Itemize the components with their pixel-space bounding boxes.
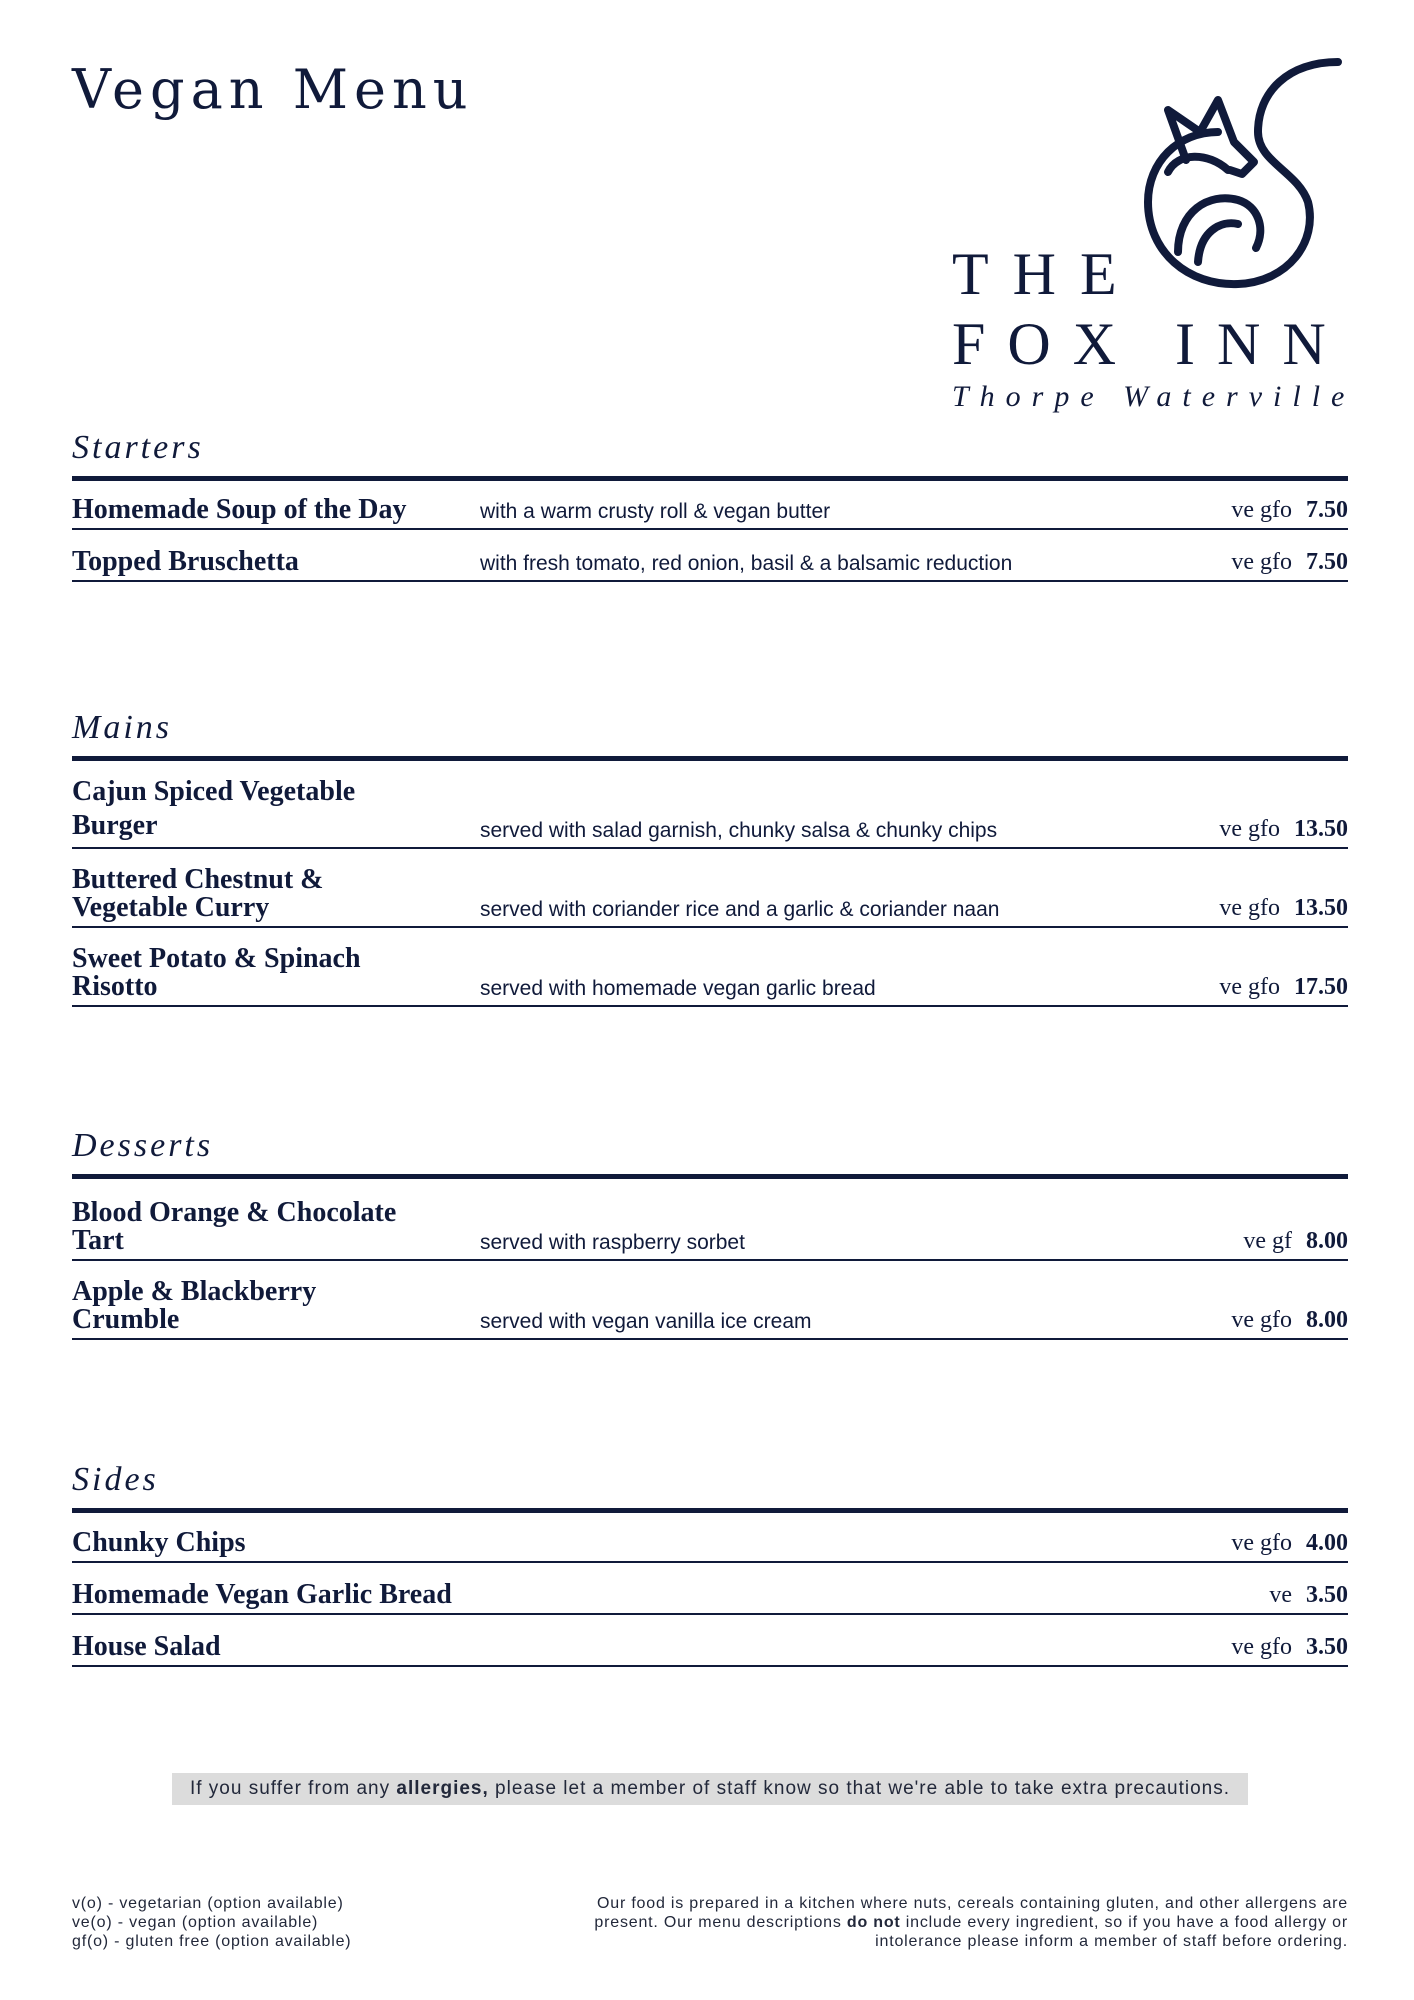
item-price: 13.50 (1294, 895, 1348, 921)
brand-name-fox-inn: FOX INN (952, 311, 1348, 377)
item-name: Homemade Vegan Garlic Bread (72, 1579, 452, 1610)
item-dietary: ve gfo (1231, 497, 1292, 523)
item-dietary: ve gfo (1231, 1634, 1292, 1660)
item-description: served with vegan vanilla ice cream (480, 1310, 812, 1333)
menu-item (72, 530, 1348, 582)
menu-item (72, 1563, 1348, 1615)
menu-item (72, 849, 1348, 928)
item-description: with a warm crusty roll & vegan butter (480, 500, 831, 523)
disclaimer-part-1: Our food is prepared in a kitchen where nuts, cereals containing gluten, and other allergens are present. Our menu descriptions (594, 1895, 1348, 1931)
allergy-notice (172, 1773, 1248, 1805)
menu-item (72, 1179, 1348, 1261)
item-price: 4.00 (1306, 1530, 1348, 1556)
item-name: Blood Orange & Chocolate Tart (72, 1197, 397, 1256)
item-dietary: ve gfo (1231, 1530, 1292, 1556)
item-description: with fresh tomato, red onion, basil & a balsamic reduction (480, 552, 1013, 575)
disclaimer-part-2: include every ingredient, so if you have a food allergy or intolerance please inform a member of staff before ordering. (875, 1914, 1348, 1950)
section-mains (72, 708, 1348, 1007)
brand-logo (950, 52, 1356, 413)
item-name: Homemade Soup of the Day (72, 494, 407, 525)
item-price: 7.50 (1306, 497, 1348, 523)
page-title: Vegan Menu (72, 58, 474, 121)
item-name: Apple & Blackberry Crumble (72, 1276, 317, 1335)
item-description: served with homemade vegan garlic bread (480, 977, 876, 1000)
allergy-notice-suffix: please let a member of staff know so that we're able to take extra precautions. (488, 1778, 1231, 1799)
section-title: Sides (72, 1460, 1348, 1513)
allergen-disclaimer (528, 1894, 1348, 1951)
section-starters (72, 428, 1348, 582)
allergy-notice-prefix: If you suffer from any (189, 1778, 397, 1799)
menu-item (72, 928, 1348, 1007)
item-description: served with salad garnish, chunky salsa & chunky chips (480, 819, 998, 842)
section-desserts (72, 1126, 1348, 1340)
disclaimer-bold: do not (846, 1914, 901, 1931)
menu-item (72, 1513, 1348, 1563)
item-price: 13.50 (1294, 816, 1348, 842)
item-name: House Salad (72, 1631, 221, 1662)
menu-item (72, 481, 1348, 530)
item-price: 8.00 (1306, 1228, 1348, 1254)
item-dietary: ve gfo (1219, 974, 1280, 1000)
legend-item: v(o) - vegetarian (option available) (72, 1895, 344, 1912)
item-dietary: ve gfo (1231, 549, 1292, 575)
item-dietary: ve (1269, 1582, 1292, 1608)
item-price: 3.50 (1306, 1634, 1348, 1660)
item-price: 8.00 (1306, 1307, 1348, 1333)
menu-item (72, 1615, 1348, 1667)
menu-item (72, 761, 1348, 849)
item-dietary: ve gfo (1219, 816, 1280, 842)
item-dietary: ve gfo (1219, 895, 1280, 921)
item-name: Topped Bruschetta (72, 546, 299, 577)
legend-item: ve(o) - vegan (option available) (72, 1914, 319, 1931)
brand-name-the: THE (952, 241, 1141, 307)
section-title: Starters (72, 428, 1348, 481)
item-name: Chunky Chips (72, 1527, 246, 1558)
allergy-notice-bold: allergies, (396, 1778, 489, 1799)
fox-logo-icon (1138, 52, 1358, 292)
item-description: served with raspberry sorbet (480, 1231, 745, 1254)
dietary-legend (72, 1894, 351, 1951)
section-title: Mains (72, 708, 1348, 761)
item-description: served with coriander rice and a garlic & coriander naan (480, 898, 1000, 921)
item-name: Cajun Spiced Vegetable Burger (72, 776, 356, 841)
item-price: 7.50 (1306, 549, 1348, 575)
brand-location: Thorpe Waterville (952, 380, 1356, 413)
item-name: Buttered Chestnut & Vegetable Curry (72, 864, 324, 923)
item-name: Sweet Potato & Spinach Risotto (72, 943, 361, 1002)
item-dietary: ve gfo (1231, 1307, 1292, 1333)
section-title: Desserts (72, 1126, 1348, 1179)
item-price: 3.50 (1306, 1582, 1348, 1608)
item-dietary: ve gf (1243, 1228, 1292, 1254)
item-price: 17.50 (1294, 974, 1348, 1000)
legend-item: gf(o) - gluten free (option available) (72, 1933, 352, 1950)
menu-item (72, 1261, 1348, 1340)
section-sides (72, 1460, 1348, 1667)
